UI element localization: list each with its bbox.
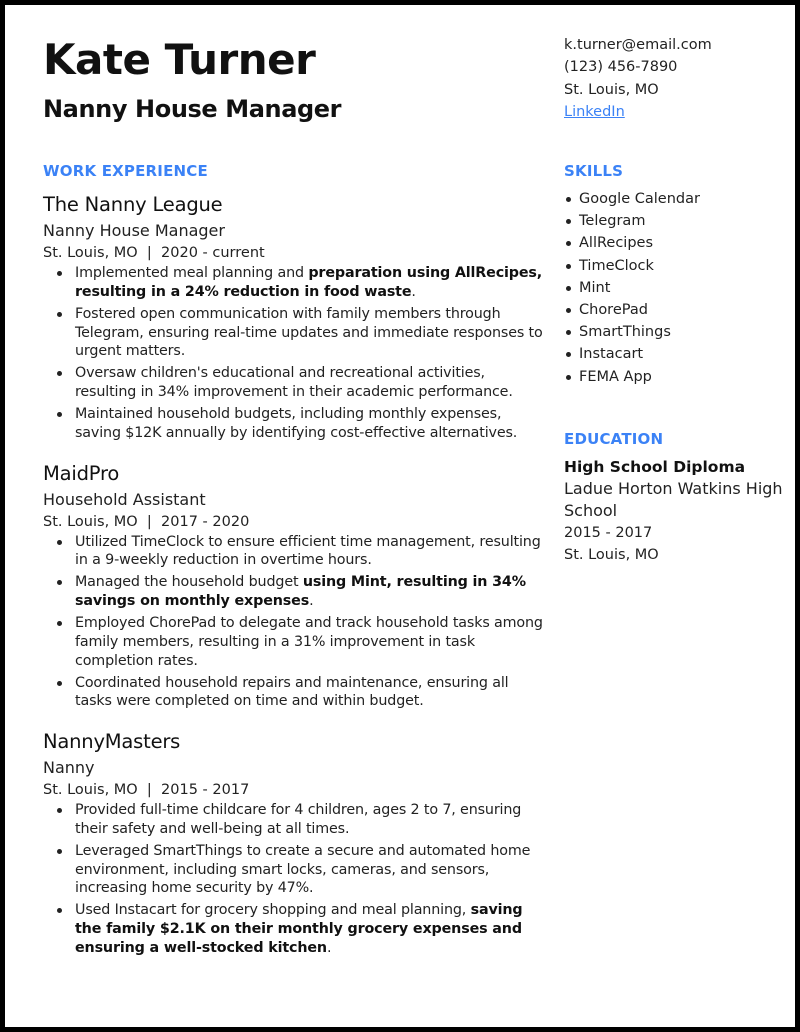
section-heading-work-experience: WORK EXPERIENCE: [43, 162, 208, 180]
skill-item: TimeClock: [579, 255, 700, 277]
skill-item: Mint: [579, 277, 700, 299]
contact-info: [564, 34, 712, 123]
contact-email: k.turner@email.com: [564, 37, 712, 53]
job-role: Nanny House Manager: [43, 221, 225, 240]
candidate-name: Kate Turner: [43, 35, 316, 84]
education-degree: High School Diploma: [564, 458, 746, 476]
section-heading-education: EDUCATION: [564, 430, 664, 448]
job-bullet: Provided full-time childcare for 4 children, ages 2 to 7, ensuring their safety and well-being at all times.: [75, 801, 543, 838]
job-entry: [43, 727, 543, 957]
job-location-dates: St. Louis, MO | 2020 - current: [43, 245, 265, 261]
skill-item: ChorePad: [579, 299, 700, 321]
job-bullets: [43, 264, 543, 443]
skill-item: AllRecipes: [579, 232, 700, 254]
job-entry: [43, 190, 543, 443]
job-bullet: Implemented meal planning and preparation using AllRecipes, resulting in a 24% reduction in food waste.: [75, 265, 543, 300]
job-location-dates: St. Louis, MO | 2017 - 2020: [43, 513, 250, 530]
work-experience-list: [43, 190, 543, 973]
contact-phone: (123) 456-7890: [564, 59, 678, 76]
job-company: The Nanny League: [43, 193, 223, 216]
job-bullet: Employed ChorePad to delegate and track household tasks among family members, resulting in a 31% improvement in task completion rates.: [75, 615, 543, 669]
job-bullets: [43, 533, 543, 712]
candidate-title: Nanny House Manager: [43, 95, 342, 123]
job-company: MaidPro: [43, 461, 120, 485]
job-location-dates: St. Louis, MO | 2015 - 2017: [43, 782, 250, 798]
job-entry: [43, 459, 543, 712]
job-bullet: Fostered open communication with family members through Telegram, ensuring real-time updates and immediate responses to urgent matters.: [75, 305, 543, 360]
education-entry: [564, 456, 784, 566]
skills-list: [579, 188, 700, 388]
job-bullet: Used Instacart for grocery shopping and meal planning, saving the family $2.1K on their monthly grocery expenses and ensuring a well-stocked kitchen.: [75, 901, 543, 957]
education-years: 2015 - 2017: [564, 525, 653, 541]
skill-item: SmartThings: [579, 321, 700, 343]
job-company: NannyMasters: [43, 730, 181, 753]
education-school: Ladue Horton Watkins High School: [564, 479, 783, 520]
section-heading-skills: SKILLS: [564, 162, 624, 180]
job-role: Nanny: [43, 758, 95, 777]
skill-item: Telegram: [579, 210, 700, 232]
contact-location: St. Louis, MO: [564, 81, 659, 98]
job-bullet: Coordinated household repairs and maintenance, ensuring all tasks were completed on time and within budget.: [75, 674, 543, 711]
skill-item: FEMA App: [579, 366, 700, 388]
job-bullet: Leveraged SmartThings to create a secure and automated home environment, including smart locks, cameras, and sensors, increasing home security by 47%.: [75, 842, 543, 898]
skill-item: Google Calendar: [579, 188, 700, 210]
job-bullet: Oversaw children's educational and recreational activities, resulting in 34% improvement in their academic performance.: [75, 364, 543, 401]
linkedin-link[interactable]: LinkedIn: [564, 103, 625, 120]
resume-page: [5, 5, 795, 1027]
job-bullets: [43, 801, 543, 957]
job-bullet: Utilized TimeClock to ensure efficient time management, resulting in a 9-weekly reduction in overtime hours.: [75, 533, 543, 570]
job-bullet: Maintained household budgets, including monthly expenses, saving $12K annually by identifying cost-effective alternatives.: [75, 405, 543, 442]
job-bullet: Managed the household budget using Mint, resulting in 34% savings on monthly expenses.: [75, 573, 543, 610]
education-location: St. Louis, MO: [564, 547, 659, 563]
job-role: Household Assistant: [43, 489, 206, 509]
skill-item: Instacart: [579, 343, 700, 365]
